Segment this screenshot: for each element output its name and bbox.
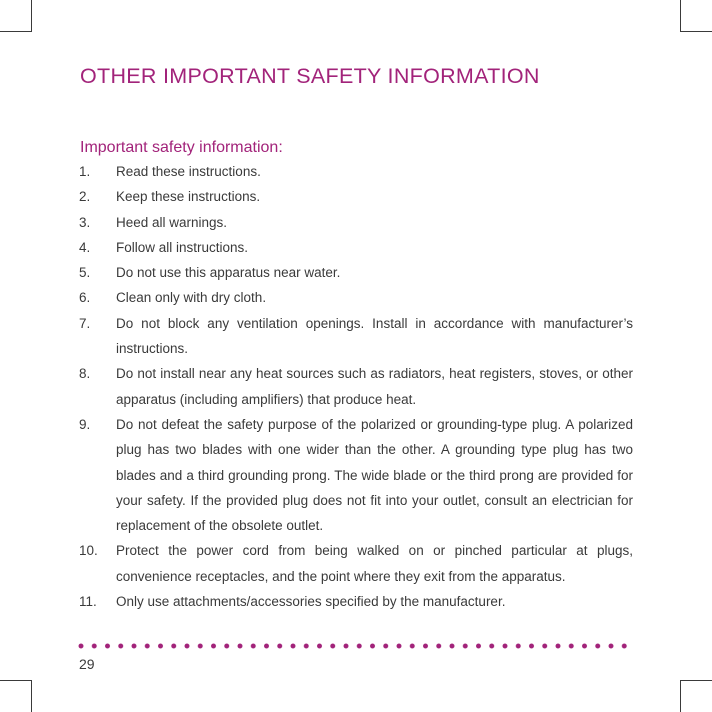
list-item: [79, 285, 633, 310]
list-item: [79, 311, 633, 362]
list-item: [79, 412, 633, 538]
item-number: 4.: [79, 239, 91, 255]
item-number: 11.: [79, 594, 97, 610]
crop-mark-top-left-v: [31, 0, 32, 32]
list-item: [79, 589, 633, 614]
item-number: 6.: [79, 290, 91, 306]
crop-mark-bottom-right-v: [680, 680, 681, 712]
item-text: Do not defeat the safety purpose of the polarized or grounding-type plug. A polarized plug has two blades with one wider than the other. A grounding type plug has two blades and a third grounding prong. The wide blade or the third prong are provided for your safety. If the provided plug does not fit into your outlet, consult an electrician for replacement of the obsolete outlet.: [116, 416, 633, 534]
item-text: Do not use this apparatus near water.: [116, 265, 341, 281]
crop-mark-bottom-right-h: [680, 680, 712, 681]
item-text: Protect the power cord from being walked on or pinched particular at plugs, convenience receptacles, and the point where they exit from the apparatus.: [116, 543, 633, 584]
item-number: 9.: [79, 416, 91, 432]
item-text: Clean only with dry cloth.: [116, 290, 267, 306]
item-text: Read these instructions.: [116, 164, 261, 179]
item-number: 10.: [79, 543, 98, 559]
list-item: [79, 184, 633, 209]
item-text: Do not install near any heat sources such as radiators, heat registers, stoves, or other apparatus (including amplifiers) that produce heat.: [116, 366, 633, 407]
page-title: OTHER IMPORTANT SAFETY INFORMATION: [80, 64, 540, 88]
list-item: [79, 538, 633, 589]
crop-mark-bottom-left-h: [0, 680, 32, 681]
list-item: [79, 361, 633, 412]
crop-mark-top-left-h: [0, 31, 32, 32]
crop-mark-bottom-left-v: [31, 680, 32, 712]
dotted-divider: [78, 643, 634, 649]
item-number: 1.: [79, 164, 91, 179]
item-text: Heed all warnings.: [116, 214, 228, 230]
list-item: [79, 235, 633, 260]
item-number: 7.: [79, 315, 91, 331]
list-item: [79, 260, 633, 285]
item-text: Follow all instructions.: [116, 239, 249, 255]
page-number: 29: [79, 656, 95, 672]
item-text: Keep these instructions.: [116, 189, 261, 205]
item-number: 3.: [79, 214, 91, 230]
crop-mark-top-right-h: [680, 31, 712, 32]
item-text: Do not block any ventilation openings. Install in accordance with manufacturer’s instructions.: [116, 315, 633, 357]
item-number: 5.: [79, 265, 91, 281]
item-number: 2.: [79, 189, 91, 205]
item-number: 8.: [79, 366, 91, 382]
list-item: [79, 159, 633, 184]
section-subtitle: Important safety information:: [80, 139, 283, 156]
crop-mark-top-right-v: [680, 0, 681, 32]
safety-instructions-list: [79, 159, 633, 614]
list-item: [79, 210, 633, 235]
item-text: Only use attachments/accessories specified by the manufacturer.: [116, 594, 506, 610]
